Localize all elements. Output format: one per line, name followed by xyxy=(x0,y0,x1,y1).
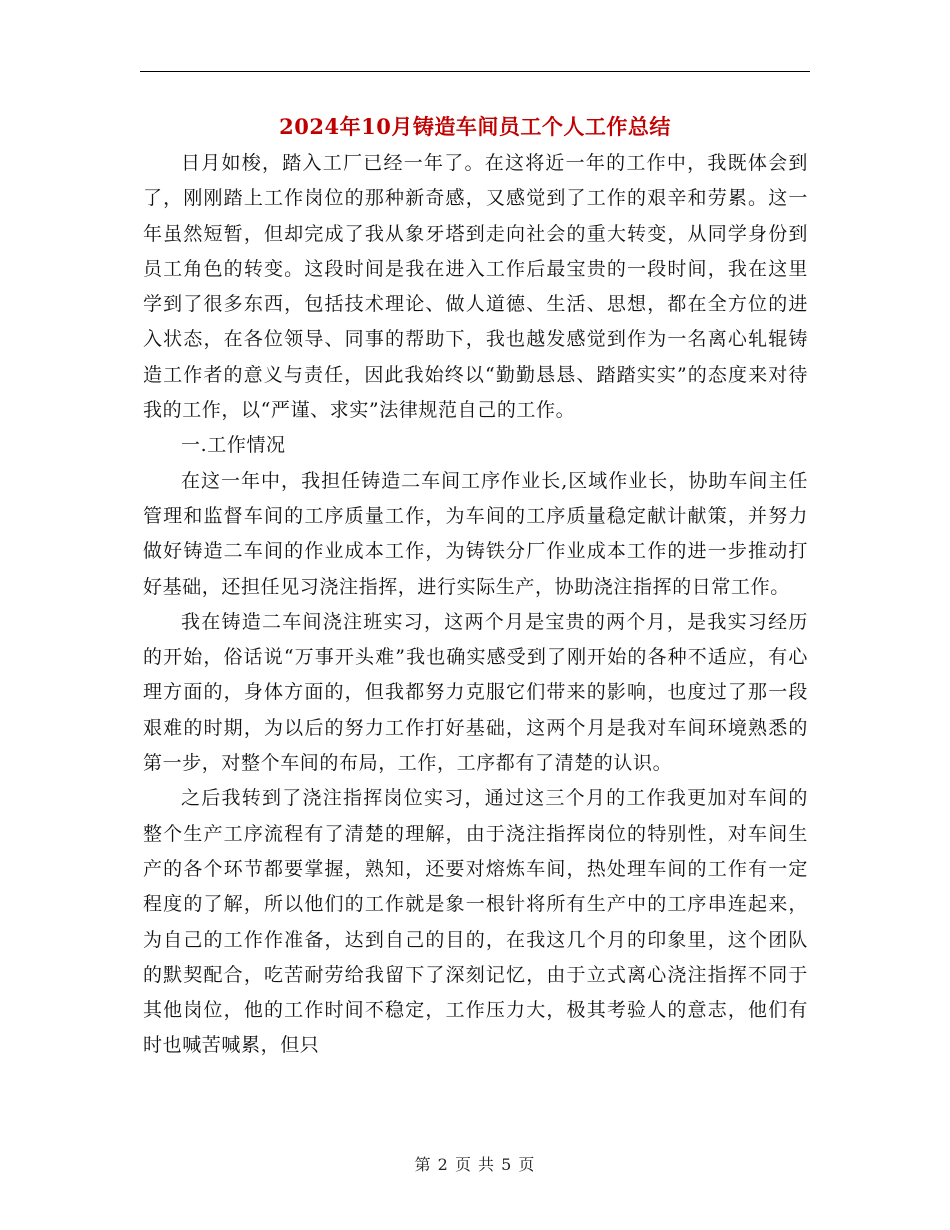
paragraph-pouring-command: 之后我转到了浇注指挥岗位实习，通过这三个月的工作我更加对车间的整个生产工序流程有了清楚的理解，由于浇注指挥岗位的特别性，对车间生产的各个环节都要掌握，熟知，还要对熔炼车间，热处理车间的工作有一定程度的了解，所以他们的工作就是象一根针将所有生产中的工序串连起来，为自己的工作作准备，达到自己的目的，在我这几个月的印象里，这个团队的默契配合，吃苦耐劳给我留下了深刻记忆，由于立式离心浇注指挥不同于其他岗位，他的工作时间不稳定，工作压力大，极其考验人的意志，他们有时也喊苦喊累，但只 xyxy=(143,787,808,1057)
paragraph-internship-pouring: 我在铸造二车间浇注班实习，这两个月是宝贵的两个月，是我实习经历的开始，俗话说“万事开头难”我也确实感受到了刚开始的各种不适应，有心理方面的，身体方面的，但我都努力克服它们带来的影响，也度过了那一段艰难的时期，为以后的努力工作打好基础，这两个月是我对车间环境熟悉的第一步，对整个车间的布局，工作，工序都有了清楚的认识。 xyxy=(143,610,808,775)
section-heading-work: 一.工作情况 xyxy=(181,434,286,457)
header-rule xyxy=(140,71,810,72)
document-title: 2024年10月铸造车间员工个人工作总结 xyxy=(279,114,671,139)
page-footer: 第 2 页 共 5 页 xyxy=(414,1155,536,1174)
paragraph-work-role: 在这一年中，我担任铸造二车间工序作业长,区域作业长，协助车间主任管理和监督车间的工序质量工作，为车间的工序质量稳定献计献策，并努力做好铸造二车间的作业成本工作，为铸铁分厂作业成本工作的进一步推动打好基础，还担任见习浇注指挥，进行实际生产，协助浇注指挥的日常工作。 xyxy=(143,469,808,598)
paragraph-intro: 日月如梭，踏入工厂已经一年了。在这将近一年的工作中，我既体会到了，刚刚踏上工作岗位的那种新奇感，又感觉到了工作的艰辛和劳累。这一年虽然短暂，但却完成了我从象牙塔到走向社会的重大转变，从同学身份到员工角色的转变。这段时间是我在进入工作后最宝贵的一段时间，我在这里学到了很多东西，包括技术理论、做人道德、生活、思想，都在全方位的进入状态，在各位领导、同事的帮助下，我也越发感觉到作为一名离心轧辊铸造工作者的意义与责任，因此我始终以“勤勤恳恳、踏踏实实”的态度来对待我的工作，以“严谨、求实”法律规范自己的工作。 xyxy=(143,152,808,422)
document-body xyxy=(143,146,808,1064)
